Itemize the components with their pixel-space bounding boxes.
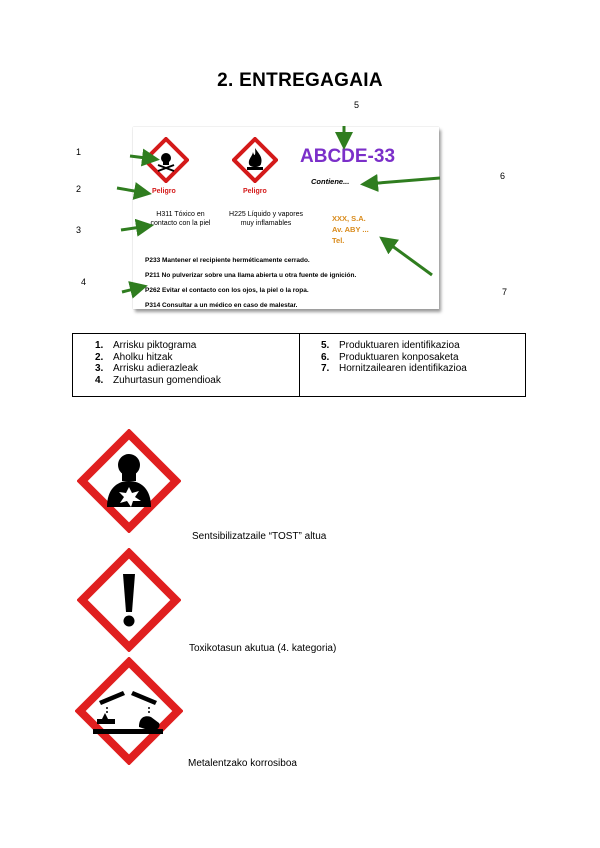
precaution-1: P233 Mantener el recipiente herméticamente cerrado.: [145, 257, 310, 264]
arrow-signal-word: [117, 188, 146, 193]
supplier-name: XXX, S.A.: [332, 214, 366, 223]
legend-item: 3. Arrisku adierazleak: [95, 363, 199, 374]
arrow-precaution: [122, 287, 142, 292]
precaution-4: P314 Consultar a un médico en caso de malestar.: [145, 302, 298, 309]
arrow-hazard: [121, 226, 148, 230]
callout-3: 3: [76, 225, 82, 235]
product-identifier: ABCDE-33: [300, 146, 396, 167]
pictogram-caption-2: Toxikotasun akutua (4. kategoria): [189, 643, 337, 654]
hazard-statement-2a: H225 Líquido y vapores: [229, 211, 303, 218]
legend-divider: [299, 334, 300, 396]
precaution-2: P211 No pulverizar sobre una llama abierta u otra fuente de ignición.: [145, 272, 357, 279]
supplier-address: Av. ABY ...: [332, 225, 369, 234]
hazard-statement-1a: H311 Tóxico en: [156, 211, 205, 218]
supplier-phone: Tel.: [332, 236, 345, 245]
arrow-pictogram: [130, 156, 154, 159]
callout-1: 1: [76, 147, 82, 157]
precaution-3: P262 Evitar el contacto con los ojos, la piel o la ropa.: [145, 287, 309, 294]
legend-item: 7. Hornitzailearen identifikazioa: [321, 363, 467, 374]
pictogram-caption-3: Metalentzako korrosiboa: [188, 758, 297, 769]
health-hazard-icon: [77, 429, 181, 533]
legend-item: 6. Produktuaren konposaketa: [321, 351, 459, 363]
callout-6: 6: [500, 171, 506, 181]
page-title: 2. ENTREGAGAIA: [217, 70, 383, 91]
callout-5-top: 5: [354, 100, 360, 110]
arrow-supplier: [384, 240, 432, 275]
arrow-contains: [366, 178, 440, 184]
callout-2: 2: [76, 184, 82, 194]
callout-arrows: [0, 0, 600, 340]
legend-item: 2. Aholku hitzak: [95, 351, 173, 363]
legend-item: 4. Zuhurtasun gomendioak: [95, 374, 221, 386]
exclamation-mark-icon: [77, 548, 181, 652]
hazard-statement-1b: contacto con la piel: [150, 220, 211, 227]
signal-word-1: Peligro: [152, 188, 176, 195]
callout-4: 4: [81, 277, 87, 287]
product-contains: Contiene...: [311, 177, 350, 186]
legend-item: 1. Arrisku piktograma: [95, 340, 197, 351]
signal-word-2: Peligro: [243, 188, 267, 195]
corrosion-icon: [75, 657, 183, 765]
pictogram-caption-1: Sentsibilizatzaile “TOST” altua: [192, 531, 327, 542]
hazard-statement-2b: muy inflamables: [240, 220, 292, 227]
callout-7: 7: [502, 287, 508, 297]
legend-item: 5. Produktuaren identifikazioa: [321, 340, 460, 351]
legend-table: [72, 333, 526, 397]
